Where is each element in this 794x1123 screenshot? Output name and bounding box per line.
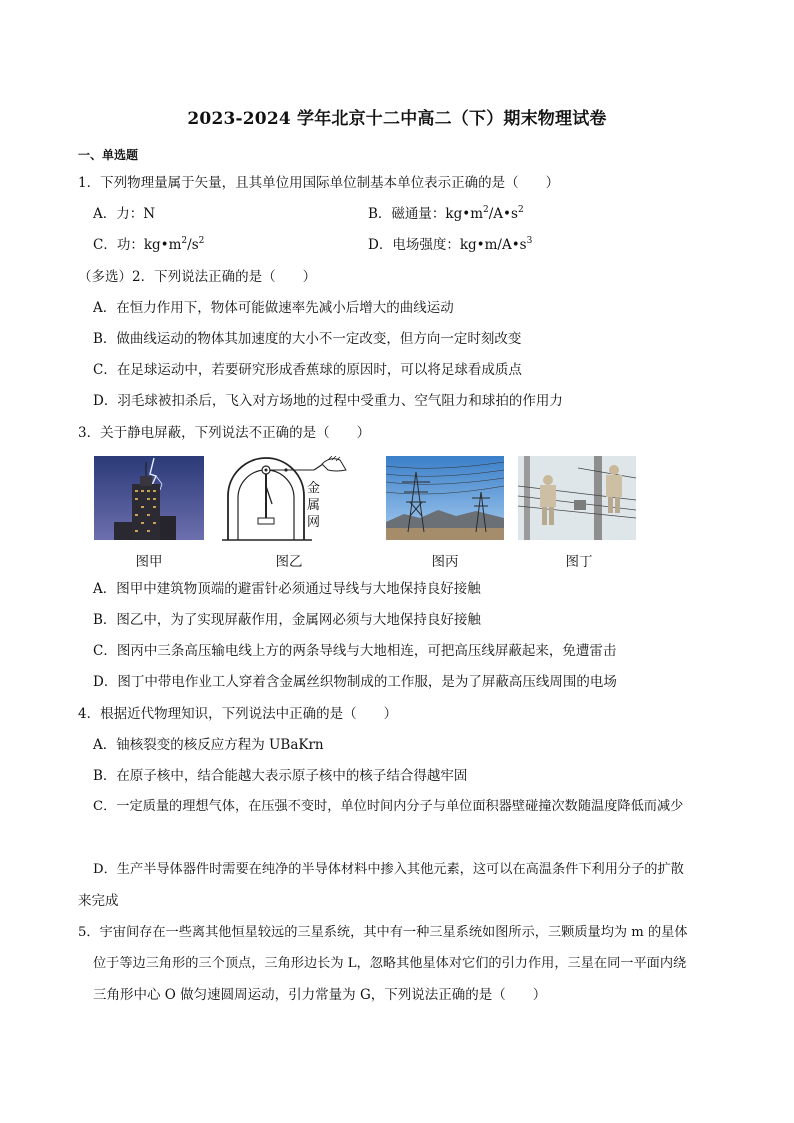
q1-b-sup1: 2 — [483, 205, 489, 215]
caption-jia: 图甲 — [135, 554, 163, 570]
caption-bing: 图丙 — [431, 554, 459, 570]
mesh-label — [307, 480, 323, 531]
q2-option-c: C．在足球运动中，若要研究形成香蕉球的原因时，可以将足球看成质点 — [93, 362, 522, 378]
exam-title: 2023-2024 学年北京十二中高二（下）期末物理试卷 — [187, 109, 607, 129]
q1-d-text: D．电场强度：kg•m/A•s — [368, 237, 527, 253]
q1-option-c — [93, 236, 204, 254]
q1-c-sup1: 2 — [181, 236, 188, 246]
q3-figures — [94, 456, 644, 576]
q1-b-mid: /A•s — [488, 206, 518, 222]
power-tower-image — [386, 456, 504, 540]
q4-option-c: C．一定质量的理想气体，在压强不变时，单位时间内分子与单位面积器壁碰撞次数随温度降低而减少 — [93, 799, 684, 814]
q1-b-sup2: 2 — [517, 205, 524, 215]
q2-option-a: A．在恒力作用下，物体可能做速率先减小后增大的曲线运动 — [93, 300, 454, 316]
q1-b-text: B．磁通量：kg•m — [368, 206, 484, 222]
q4-stem: 4．根据近代物理知识，下列说法中正确的是（ ） — [78, 706, 398, 722]
mesh-label-char-3: 网 — [307, 515, 321, 530]
q1-c-text: C．功：kg•m — [93, 237, 182, 253]
q4-option-d-line2: 来完成 — [78, 893, 119, 909]
q2-option-b: B．做曲线运动的物体其加速度的大小不一定改变，但方向一定时刻改变 — [93, 331, 522, 347]
figure-ding — [518, 456, 636, 544]
q4-option-b: B．在原子核中，结合能越大表示原子核中的核子结合得越牢固 — [93, 768, 468, 784]
q5-stem-line1: 5．宇宙间存在一些离其他恒星较远的三星系统，其中有一种三星系统如图所示，三颗质量均为 m 的星体 — [78, 925, 688, 940]
building-lightning-image — [94, 456, 204, 540]
q3-option-b: B．图乙中，为了实现屏蔽作用，金属网必须与大地保持良好接触 — [93, 612, 481, 628]
electroscope-diagram — [222, 456, 354, 546]
q1-option-a: A．力：N — [93, 206, 156, 222]
mesh-label-char-1: 金 — [307, 481, 321, 496]
q2-option-d: D．羽毛球被扣杀后，飞入对方场地的过程中受重力、空气阻力和球拍的作用力 — [93, 393, 563, 409]
q5-stem-line3: 三角形中心 O 做匀速圆周运动，引力常量为 G，下列说法正确的是（ ） — [93, 987, 547, 1003]
q3-stem: 3．关于静电屏蔽，下列说法不正确的是（ ） — [78, 425, 371, 441]
q1-stem: 1．下列物理量属于矢量，且其单位用国际单位制基本单位表示正确的是（ ） — [78, 175, 560, 191]
figure-bing — [386, 456, 504, 544]
workers-pole-image — [518, 456, 636, 540]
q2-stem: （多选）2．下列说法正确的是（ ） — [78, 269, 317, 285]
q1-option-d — [368, 236, 532, 254]
q1-c-sup2: 2 — [198, 236, 205, 246]
q1-d-sup: 3 — [526, 236, 533, 246]
q4-option-d-line1: D．生产半导体器件时需要在纯净的半导体材料中掺入其他元素，这可以在高温条件下利用分子的扩散 — [93, 862, 684, 877]
q3-option-a: A．图甲中建筑物顶端的避雷针必须通过导线与大地保持良好接触 — [93, 581, 481, 597]
section-heading: 一、单选题 — [78, 148, 139, 162]
mesh-label-char-2: 属 — [307, 498, 321, 513]
q1-c-mid: /s — [187, 237, 199, 253]
q3-option-d: D．图丁中带电作业工人穿着含金属丝织物制成的工作服，是为了屏蔽高压线周围的电场 — [93, 674, 617, 690]
q3-option-c: C．图丙中三条高压输电线上方的两条导线与大地相连，可把高压线屏蔽起来，免遭雷击 — [93, 643, 617, 659]
figure-yi — [222, 456, 354, 550]
figure-jia — [94, 456, 204, 544]
q4-option-a: A．铀核裂变的核反应方程为 UBaKrn — [93, 737, 324, 753]
caption-ding: 图丁 — [565, 554, 593, 570]
caption-yi: 图乙 — [275, 554, 303, 570]
q1-option-b — [368, 205, 524, 223]
q5-stem-line2: 位于等边三角形的三个顶点，三角形边长为 L，忽略其他星体对它们的引力作用，三星在同一平面内绕 — [93, 956, 687, 971]
